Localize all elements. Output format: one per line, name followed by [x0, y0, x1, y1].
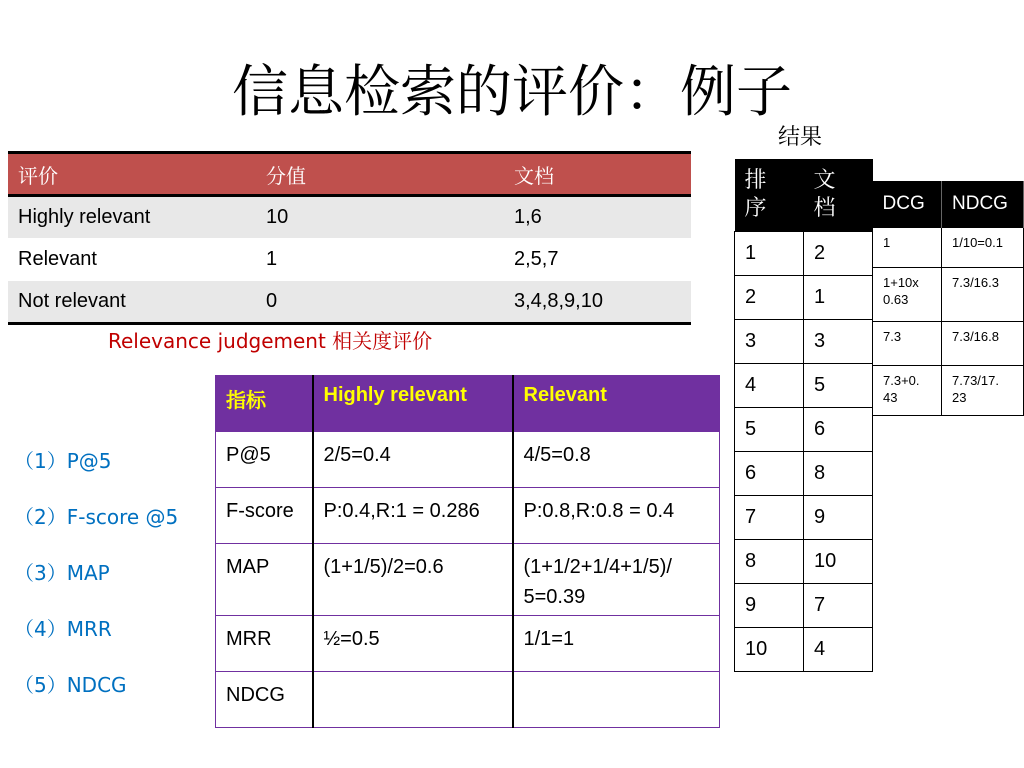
page-title: 信息检索的评价：例子 — [232, 60, 792, 125]
table-row — [873, 321, 1024, 365]
table-cell: 7.73/17. 23 — [942, 365, 1024, 415]
table-row — [735, 231, 873, 275]
list-item: （1）P@5 — [14, 449, 112, 473]
table-cell: Not relevant — [8, 281, 256, 324]
table-cell: 1 — [256, 239, 504, 281]
list-item: （3）MAP — [14, 561, 110, 585]
table-cell: 9 — [735, 583, 804, 627]
table-cell: ½=0.5 — [313, 616, 513, 672]
table-row — [216, 544, 720, 616]
table-cell: 0 — [256, 281, 504, 324]
table-cell: 1/1=1 — [513, 616, 720, 672]
table-cell: MAP — [216, 544, 313, 616]
table-row — [216, 672, 720, 728]
table-cell: 3,4,8,9,10 — [504, 281, 691, 324]
table-row — [8, 239, 691, 281]
table-cell: 1/10=0.1 — [942, 227, 1024, 267]
table-cell: F-score — [216, 488, 313, 544]
table-cell: 1 — [873, 227, 942, 267]
table-cell: 7.3+0. 43 — [873, 365, 942, 415]
relevance-caption: Relevance judgement 相关度评价 — [108, 329, 433, 353]
relevance-header-cell: 评价 — [8, 153, 256, 196]
metrics-header-cell: Highly relevant — [313, 376, 513, 432]
table-row — [8, 196, 691, 239]
table-row — [873, 267, 1024, 321]
metrics-header-cell: 指标 — [216, 376, 313, 432]
table-cell: Highly relevant — [8, 196, 256, 239]
table-cell: 6 — [735, 451, 804, 495]
table-row — [735, 495, 873, 539]
table-row — [216, 616, 720, 672]
table-cell: 2/5=0.4 — [313, 432, 513, 488]
table-row — [873, 365, 1024, 415]
table-cell: 5 — [804, 363, 873, 407]
table-row — [735, 627, 873, 671]
table-row — [735, 539, 873, 583]
table-cell: (1+1/5)/2=0.6 — [313, 544, 513, 616]
table-cell: 2 — [735, 275, 804, 319]
table-cell: 2 — [804, 231, 873, 275]
table-row — [735, 319, 873, 363]
relevance-header-cell: 分值 — [256, 153, 504, 196]
table-cell: 7 — [735, 495, 804, 539]
table-cell: 8 — [804, 451, 873, 495]
table-cell: P:0.8,R:0.8 = 0.4 — [513, 488, 720, 544]
metrics-table — [215, 375, 720, 728]
dcg-header-cell: NDCG — [942, 181, 1024, 227]
table-row — [735, 451, 873, 495]
table-cell: 8 — [735, 539, 804, 583]
table-cell: 5 — [735, 407, 804, 451]
table-row — [735, 275, 873, 319]
table-cell: 1,6 — [504, 196, 691, 239]
table-row — [735, 407, 873, 451]
table-cell — [513, 672, 720, 728]
table-cell: P@5 — [216, 432, 313, 488]
table-cell: 9 — [804, 495, 873, 539]
table-cell: 2,5,7 — [504, 239, 691, 281]
table-cell: 3 — [735, 319, 804, 363]
table-cell: 4 — [735, 363, 804, 407]
rank-table — [734, 159, 873, 672]
table-cell: NDCG — [216, 672, 313, 728]
relevance-header-row — [8, 153, 691, 196]
table-cell: 7 — [804, 583, 873, 627]
relevance-header-cell: 文档 — [504, 153, 691, 196]
table-cell: 1 — [735, 231, 804, 275]
table-row — [8, 281, 691, 324]
table-cell: 1+10x 0.63 — [873, 267, 942, 321]
list-item: （2）F-score @5 — [14, 505, 179, 529]
table-cell: 6 — [804, 407, 873, 451]
relevance-table — [8, 151, 691, 325]
table-cell: 4/5=0.8 — [513, 432, 720, 488]
table-cell: 4 — [804, 627, 873, 671]
rank-header-cell: 文 档 — [804, 159, 873, 231]
table-cell: Relevant — [8, 239, 256, 281]
table-cell: 7.3/16.3 — [942, 267, 1024, 321]
table-cell: (1+1/2+1/4+1/5)/ 5=0.39 — [513, 544, 720, 616]
table-cell: MRR — [216, 616, 313, 672]
table-cell: P:0.4,R:1 = 0.286 — [313, 488, 513, 544]
result-label: 结果 — [778, 125, 823, 150]
metrics-header-cell: Relevant — [513, 376, 720, 432]
table-row — [735, 363, 873, 407]
rank-header-row — [735, 159, 873, 231]
table-row — [216, 432, 720, 488]
metrics-list — [14, 445, 178, 725]
table-cell: 7.3/16.8 — [942, 321, 1024, 365]
table-cell: 10 — [735, 627, 804, 671]
list-item: （4）MRR — [14, 617, 112, 641]
list-item: （5）NDCG — [14, 673, 127, 697]
table-cell: 10 — [804, 539, 873, 583]
dcg-table — [872, 181, 1024, 416]
table-cell: 7.3 — [873, 321, 942, 365]
metrics-header-row — [216, 376, 720, 432]
table-cell: 3 — [804, 319, 873, 363]
rank-header-cell: 排 序 — [735, 159, 804, 231]
dcg-header-row — [873, 181, 1024, 227]
table-cell: 10 — [256, 196, 504, 239]
table-row — [735, 583, 873, 627]
table-row — [873, 227, 1024, 267]
dcg-header-cell: DCG — [873, 181, 942, 227]
table-row — [216, 488, 720, 544]
table-cell — [313, 672, 513, 728]
table-cell: 1 — [804, 275, 873, 319]
